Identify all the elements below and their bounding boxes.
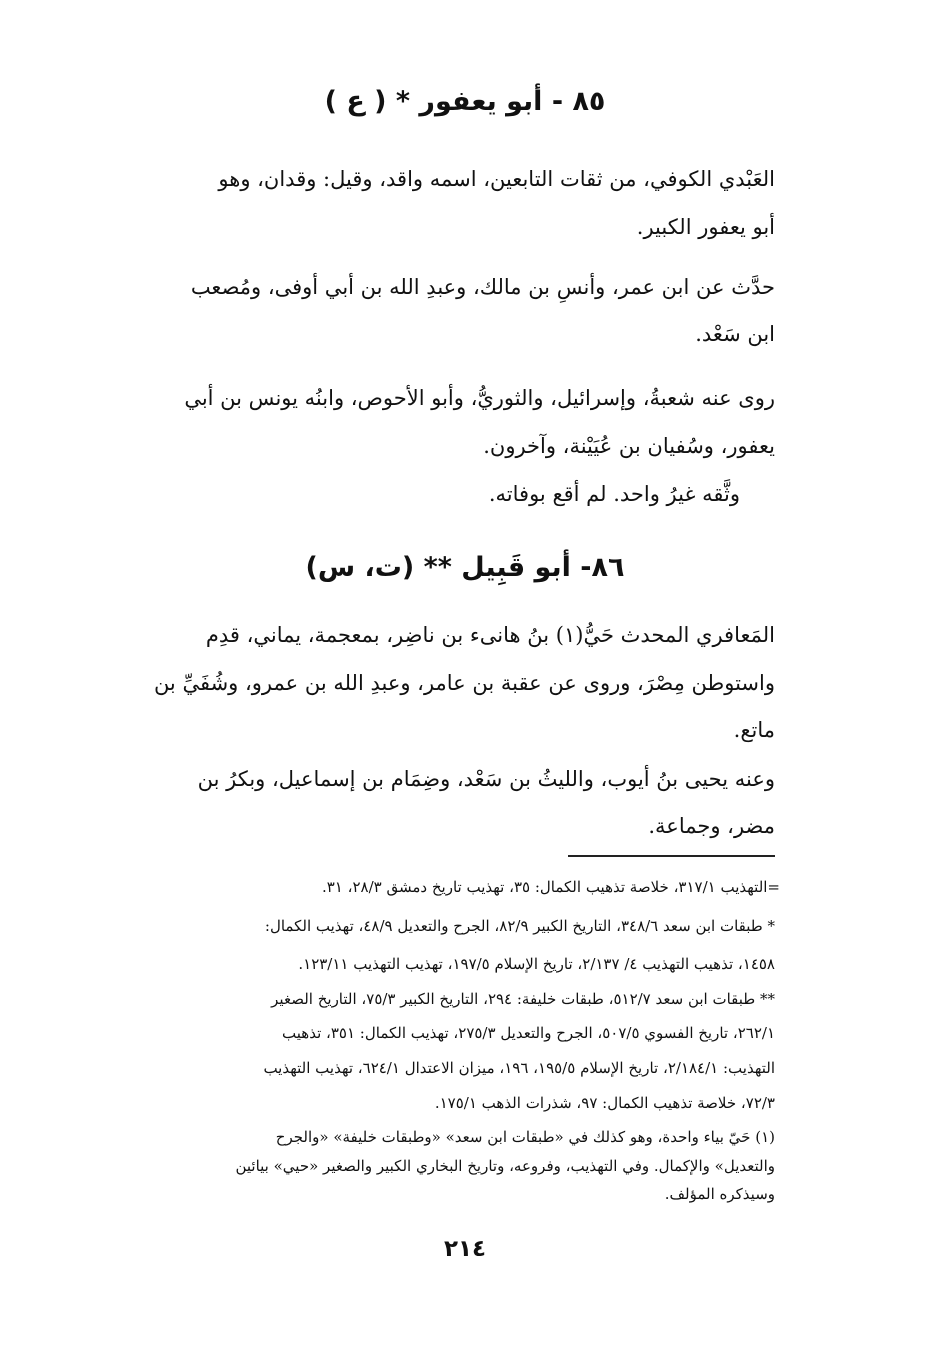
entry-85-heading: ٨٥ - أبو يعفور * ( ع ) [324,86,606,117]
entry-85-line: يعفور، وسُفيان بن عُيَيْنة، وآخرون. [483,434,775,458]
entry-86-line: المَعافري المحدث حَيُّ(١) بنُ هانىء بن ناضِر، بمعجمة، يماني، قدِم [205,623,775,647]
footnote-line: * طبقات ابن سعد ٣٤٨/٦، التاريخ الكبير ٨٢/٩، الجرح والتعديل ٤٨/٩، تهذيب الكمال: [264,917,775,935]
entry-86-line: مضر، وجماعة. [648,814,775,838]
entry-85-line: أبو يعفور الكبير. [636,215,775,239]
footnote-line: وسيذكره المؤلف. [664,1185,775,1203]
entry-85-line: وثَّقه غيرُ واحد. لم أقع بوفاته. [488,482,740,506]
footnote-line: ٢٦٢/١، تاريخ الفسوي ٥٠٧/٥، الجرح والتعديل ٢٧٥/٣، تهذيب الكمال: ٣٥١، تذهيب [282,1024,775,1042]
footnote-line: (١) حَيّ بياء واحدة، وهو كذلك في «طبقات ابن سعد» «وطبقات خليفة» «والجرح [275,1128,775,1146]
footnote-line: =التهذيب ٣١٧/١، خلاصة تذهيب الكمال: ٣٥، تهذيب تاريخ دمشق ٢٨/٣، ٣١. [321,878,780,896]
entry-85-line: العَبْدي الكوفي، من ثقات التابعين، اسمه واقد، وقيل: وقدان، وهو [218,167,775,191]
entry-86-line: واستوطن مِصْرَ، وروى عن عقبة بن عامر، وعبدِ الله بن عمرو، وشُفَيِّ بن [153,671,775,695]
entry-85-line: حدَّث عن ابن عمر، وأنسِ بن مالك، وعبدِ الله بن أبي أوفى، ومُصعب [190,275,775,299]
footnote-line: والتعديل» والإكمال. وفي التهذيب، وفروعه، وتاريخ البخاري الكبير والصغير «حيي» بيائين [235,1157,775,1175]
entry-86-heading: ٨٦- أبو قَبِيل ** (ت، س) [305,552,625,583]
footnote-line: ١٤٥٨، تذهيب التهذيب ٤/ ٢/١٣٧، تاريخ الإسلام ١٩٧/٥، تهذيب التهذيب ١٢٣/١١. [298,955,775,973]
footnote-line: ٧٢/٣، خلاصة تذهيب الكمال: ٩٧، شذرات الذهب ١٧٥/١. [434,1094,775,1112]
entry-85-line: روى عنه شعبةُ، وإسرائيل، والثوريُّ، وأبو الأحوص، وابنُه يونس بن أبي [184,386,775,410]
footnote-line: التهذيب: ٢/١٨٤/١، تاريخ الإسلام ١٩٥/٥، ١٩٦، ميزان الاعتدال ٦٢٤/١، تهذيب التهذيب [263,1059,775,1077]
entry-85-line: ابن سَعْد. [695,322,775,346]
page-number: ٢١٤ [443,1236,487,1262]
footnote-separator [568,855,775,857]
footnote-line: ** طبقات ابن سعد ٥١٢/٧، طبقات خليفة: ٢٩٤، التاريخ الكبير ٧٥/٣، التاريخ الصغير [271,990,775,1008]
entry-86-line: ماتع. [733,718,775,742]
entry-86-line: وعنه يحيى بنُ أيوب، والليثُ بن سَعْد، وضِمَام بن إسماعيل، وبكرُ بن [197,767,775,791]
